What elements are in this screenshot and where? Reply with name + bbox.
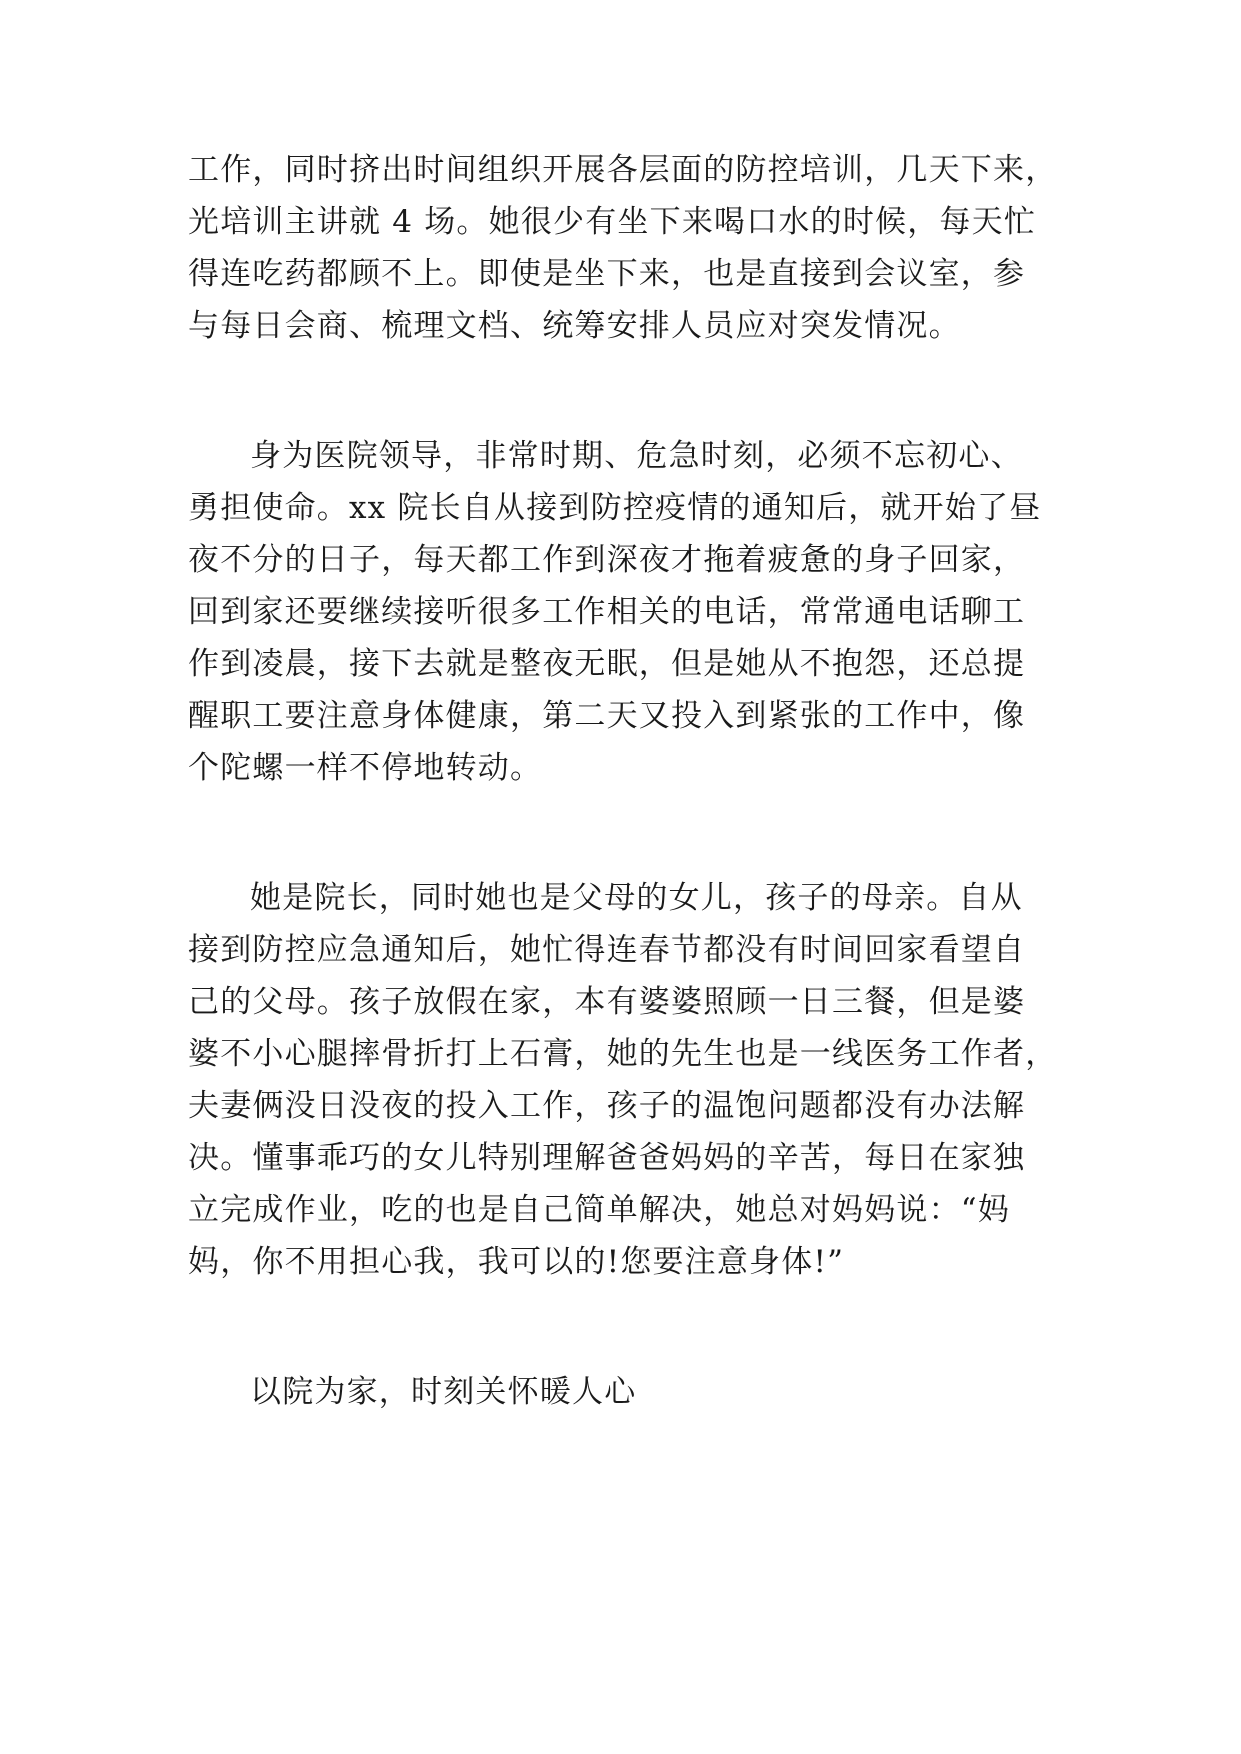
paragraph-1-line-4: 与每日会商、梳理文档、统筹安排人员应对突发情况。 xyxy=(188,308,961,344)
paragraph-3-line-6: 决。懂事乖巧的女儿特别理解爸爸妈妈的辛苦，每日在家独 xyxy=(188,1140,1026,1176)
paragraph-2-line-4: 回到家还要继续接听很多工作相关的电话，常常通电话聊工 xyxy=(188,594,1026,630)
paragraph-1-line-2: 光培训主讲就 4 场。她很少有坐下来喝口水的时候，每天忙 xyxy=(188,204,1037,240)
paragraph-3-line-3: 己的父母。孩子放假在家，本有婆婆照顾一日三餐，但是婆 xyxy=(188,984,1026,1020)
paragraph-2-line-6: 醒职工要注意身体健康，第二天又投入到紧张的工作中，像 xyxy=(188,698,1026,734)
paragraph-1-line-1: 工作，同时挤出时间组织开展各层面的防控培训，几天下来， xyxy=(188,152,1058,188)
paragraph-2-line-3: 夜不分的日子，每天都工作到深夜才拖着疲惫的身子回家， xyxy=(188,542,1026,578)
paragraph-3-line-2: 接到防控应急通知后，她忙得连春节都没有时间回家看望自 xyxy=(188,932,1026,968)
paragraph-1-line-3: 得连吃药都顾不上。即使是坐下来，也是直接到会议室，参 xyxy=(188,256,1026,292)
paragraph-2-line-1: 身为医院领导，非常时期、危急时刻，必须不忘初心、 xyxy=(250,438,1023,474)
paragraph-2-line-2: 勇担使命。xx 院长自从接到防控疫情的通知后，就开始了昼 xyxy=(188,490,1042,526)
paragraph-3-line-7: 立完成作业，吃的也是自己简单解决，她总对妈妈说：“妈 xyxy=(188,1192,1011,1228)
paragraph-2-line-7: 个陀螺一样不停地转动。 xyxy=(188,750,543,786)
section-heading: 以院为家，时刻关怀暖人心 xyxy=(250,1374,637,1410)
paragraph-3-line-1: 她是院长，同时她也是父母的女儿，孩子的母亲。自从 xyxy=(250,880,1023,916)
paragraph-3-line-8: 妈，你不用担心我，我可以的!您要注意身体!” xyxy=(188,1244,845,1280)
paragraph-3-line-4: 婆不小心腿摔骨折打上石膏，她的先生也是一线医务工作者， xyxy=(188,1036,1058,1072)
paragraph-2-line-5: 作到凌晨，接下去就是整夜无眠，但是她从不抱怨，还总提 xyxy=(188,646,1026,682)
paragraph-3-line-5: 夫妻俩没日没夜的投入工作，孩子的温饱问题都没有办法解 xyxy=(188,1088,1026,1124)
